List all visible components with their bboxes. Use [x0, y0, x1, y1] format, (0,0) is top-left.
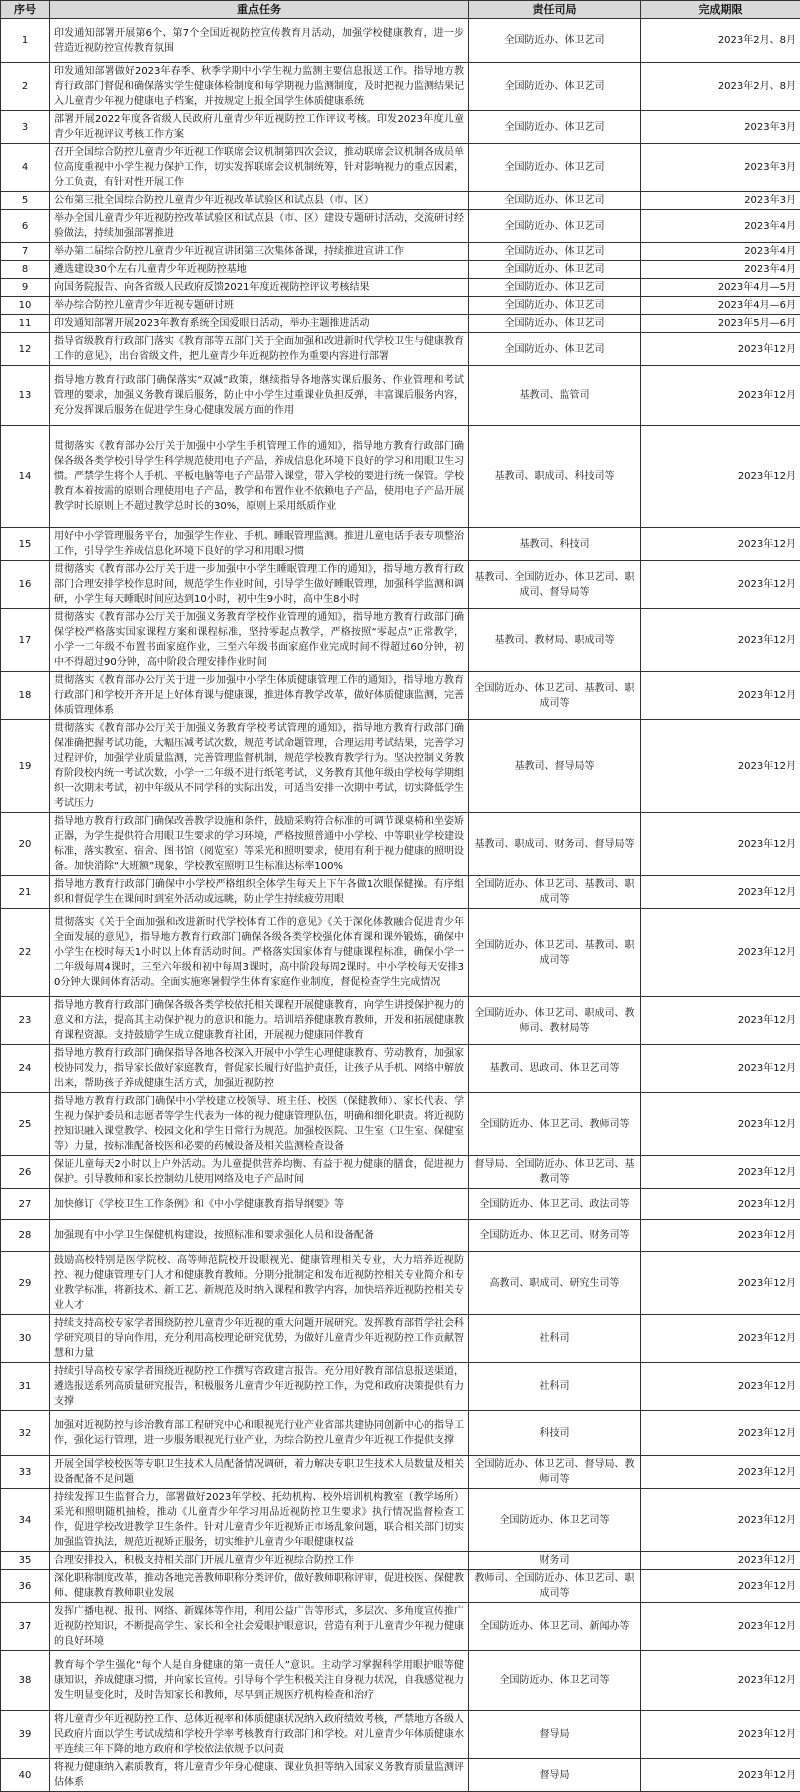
deadline-cell: 2023年4月—5月	[641, 279, 800, 297]
row-number: 27	[1, 1189, 50, 1220]
task-cell: 向国务院报告、向各省级人民政府反馈2021年度近视防控评议考核结果	[50, 279, 469, 297]
deadline-cell: 2023年12月	[641, 1315, 800, 1363]
dept-cell: 全国防近办、体卫艺司、基教司、职成司等	[469, 876, 641, 909]
task-cell: 教育每个学生强化“每个人是自身健康的第一责任人”意识。主动学习掌握科学用眼护眼等健康知识，养成健康习惯，并向家长宣传。引导每个学生积极关注自身视力状况，自我感觉视力发生明显变化时，及时告知家长和教师，尽早到正规医疗机构检查和治疗	[50, 1651, 469, 1711]
dept-cell: 全国防近办、体卫艺司	[469, 243, 641, 261]
row-number: 9	[1, 279, 50, 297]
header-dept: 责任司局	[469, 1, 641, 19]
table-row	[1, 1252, 800, 1315]
table-row	[1, 1315, 800, 1363]
task-cell: 指导地方教育行政部门确保落实“双减”政策，继续指导各地落实课后服务、作业管理和考试管理的要求，加强义务教育课后服务，防止中小学生过重课业负担反弹，丰富课后服务内容，充分发挥课后服务在促进学生身心健康发展方面的作用	[50, 366, 469, 426]
table-row	[1, 1603, 800, 1651]
row-number: 2	[1, 63, 50, 111]
row-number: 1	[1, 19, 50, 63]
task-cell: 印发通知部署开展2023年教育系统全国爱眼日活动，举办主题推进活动	[50, 315, 469, 333]
deadline-cell: 2023年12月	[641, 997, 800, 1045]
task-cell: 发挥广播电视、报刊、网络、新媒体等作用，利用公益广告等形式，多层次、多角度宣传推广近视防控知识，不断提高学生、家长和全社会爱眼护眼意识，营造有利于儿童青少年视力健康的良好环境	[50, 1603, 469, 1651]
task-cell: 合理安排投入，积极支持相关部门开展儿童青少年近视综合防控工作	[50, 1552, 469, 1570]
task-cell: 贯彻落实《教育部办公厅关于加强义务教育学校作业管理的通知》，指导地方教育行政部门确保学校严格落实国家课程方案和课程标准，坚持零起点教学，严格按照“零起点”正常教学，小学一二年级不布置书面家庭作业，三至六年级书面家庭作业完成时间不得超过60分钟，初中不得超过90分钟，高中阶段合理安排作业时间	[50, 609, 469, 672]
row-number: 10	[1, 297, 50, 315]
header-row	[1, 1, 800, 19]
table-row	[1, 366, 800, 426]
table-row	[1, 1651, 800, 1711]
task-cell: 深化职称制度改革，推动各地完善教师职称分类评价，做好教师职称评审，促进校医、保健教师、健康教育教师职业发展	[50, 1570, 469, 1603]
deadline-cell: 2023年4月	[641, 243, 800, 261]
row-number: 26	[1, 1156, 50, 1189]
row-number: 34	[1, 1489, 50, 1552]
task-cell: 贯彻落实《教育部办公厅关于加强中小学生手机管理工作的通知》，指导地方教育行政部门确保各级各类学校引导学生科学规范使用电子产品，养成信息化环境下良好的学习和用眼卫生习惯。严禁学生将个人手机、平板电脑等电子产品带入课堂，带入学校的要进行统一保管。学校教育本着按需的原则合理使用电子产品，教学和布置作业不依赖电子产品，使用电子产品开展教学时长原则上不超过教学总时长的30%，原则上采用纸质作业	[50, 426, 469, 528]
deadline-cell: 2023年3月	[641, 144, 800, 192]
dept-cell: 基教司、督导局等	[469, 720, 641, 813]
task-cell: 贯彻落实《教育部办公厅关于进一步加强中小学生体质健康管理工作的通知》，指导地方教育行政部门和学校开齐开足上好体育课与健康课，推进体育教学改革，做好体质健康监测，完善体质管理体系	[50, 672, 469, 720]
task-cell: 将儿童青少年近视防控工作、总体近视率和体质健康状况纳入政府绩效考核，严禁地方各级人民政府片面以学生考试成绩和学校升学率考核教育行政部门和学校。对儿童青少年体质健康水平连续三年下降的地方政府和学校依法依规予以问责	[50, 1711, 469, 1759]
header-task: 重点任务	[50, 1, 469, 19]
deadline-cell: 2023年12月	[641, 333, 800, 366]
row-number: 30	[1, 1315, 50, 1363]
dept-cell: 基教司、监管司	[469, 366, 641, 426]
dept-cell: 全国防近办、体卫艺司	[469, 210, 641, 243]
table-row	[1, 1045, 800, 1093]
dept-cell: 全国防近办、体卫艺司等	[469, 1651, 641, 1711]
deadline-cell: 2023年12月	[641, 1651, 800, 1711]
dept-cell: 全国防近办、体卫艺司、新闻办等	[469, 1603, 641, 1651]
dept-cell: 全国防近办、体卫艺司	[469, 63, 641, 111]
dept-cell: 社科司	[469, 1315, 641, 1363]
table-row	[1, 1570, 800, 1603]
task-cell: 指导地方教育行政部门确保指导各地各校深入开展中小学生心理健康教育、劳动教育，加强家校协同发力，指导家长做好家庭教育，督促家长履行好监护责任，让孩子从手机、网络中解放出来，帮助孩子养成健康生活方式，加强近视防控	[50, 1045, 469, 1093]
row-number: 3	[1, 111, 50, 144]
row-number: 12	[1, 333, 50, 366]
dept-cell: 全国防近办、体卫艺司等	[469, 1489, 641, 1552]
task-cell: 印发通知部署开展第6个、第7个全国近视防控宣传教育月活动，加强学校健康教育，进一步营造近视防控宣传教育氛围	[50, 19, 469, 63]
task-cell: 开展全国学校校医等专职卫生技术人员配备情况调研，着力解决专职卫生技术人员数量及相关设备配备不足问题	[50, 1456, 469, 1489]
task-cell: 用好中小学管理服务平台，加强学生作业、手机、睡眠管理监测。推进儿童电话手表专项整治工作，引导学生养成信息化环境下良好的学习和用眼习惯	[50, 528, 469, 561]
row-number: 37	[1, 1603, 50, 1651]
deadline-cell: 2023年12月	[641, 1411, 800, 1456]
task-cell: 指导省级教育行政部门落实《教育部等五部门关于全面加强和改进新时代学校卫生与健康教育工作的意见》，出台省级文件，把儿童青少年近视防控作为重要内容进行部署	[50, 333, 469, 366]
task-cell: 举办全国儿童青少年近视防控改革试验区和试点县（市、区）建设专题研讨活动，交流研讨经验做法，持续加强部署推进	[50, 210, 469, 243]
deadline-cell: 2023年12月	[641, 1363, 800, 1411]
row-number: 18	[1, 672, 50, 720]
dept-cell: 基教司、科技司	[469, 528, 641, 561]
table-row	[1, 111, 800, 144]
deadline-cell: 2023年12月	[641, 720, 800, 813]
task-cell: 加强对近视防控与诊治教育部工程研究中心和眼视光行业产业省部共建协同创新中心的指导工作，强化运行管理，进一步服务眼视光行业产业，为综合防控儿童青少年近视工作提供支撑	[50, 1411, 469, 1456]
dept-cell: 财务司	[469, 1552, 641, 1570]
table-row	[1, 279, 800, 297]
table-row	[1, 1456, 800, 1489]
row-number: 5	[1, 192, 50, 210]
deadline-cell: 2023年12月	[641, 1456, 800, 1489]
task-cell: 贯彻落实《教育部办公厅关于加强义务教育学校考试管理的通知》，指导地方教育行政部门确保准确把握考试功能，大幅压减考试次数，规范考试命题管理，合理运用考试结果，完善学习过程评价，加强学业质量监测，完善管理监督机制，规范学校教育教学行为。坚决控制义务教育阶段校内统一考试次数，小学一二年级不进行纸笔考试，义务教育其他年级由学校每学期组织一次期末考试，初中年级从不同学科的实际出发，可适当安排一次期中考试，切实降低学生考试压力	[50, 720, 469, 813]
table-row	[1, 1093, 800, 1156]
dept-cell: 科技司	[469, 1411, 641, 1456]
dept-cell: 全国防近办、体卫艺司、政法司等	[469, 1189, 641, 1220]
dept-cell: 全国防近办、体卫艺司	[469, 144, 641, 192]
row-number: 19	[1, 720, 50, 813]
deadline-cell: 2023年5月—6月	[641, 315, 800, 333]
table-row	[1, 144, 800, 192]
table-row	[1, 1363, 800, 1411]
row-number: 15	[1, 528, 50, 561]
dept-cell: 全国防近办、体卫艺司	[469, 297, 641, 315]
dept-cell: 基教司、职成司、科技司等	[469, 426, 641, 528]
dept-cell: 全国防近办、体卫艺司	[469, 19, 641, 63]
task-cell: 指导地方教育行政部门确保各级各类学校依托相关课程开展健康教育，向学生讲授保护视力的意义和方法，提高其主动保护视力的意识和能力。培训培养健康教育教师，开发和拓展健康教育课程资源。支持鼓励学生成立健康教育社团，开展视力健康同伴教育	[50, 997, 469, 1045]
deadline-cell: 2023年4月	[641, 210, 800, 243]
table-row	[1, 1220, 800, 1252]
row-number: 31	[1, 1363, 50, 1411]
task-cell: 公布第三批全国综合防控儿童青少年近视改革试验区和试点县（市、区）	[50, 192, 469, 210]
dept-cell: 全国防近办、体卫艺司、基教司、职成司等	[469, 672, 641, 720]
task-cell: 指导地方教育行政部门确保改善教学设施和条件，鼓励采购符合标准的可调节课桌椅和坐姿矫正器，为学生提供符合用眼卫生要求的学习环境，严格按照普通中小学校、中等职业学校建设标准，落实教室、宿舍、图书馆（阅览室）等采光和照明要求，使用有利于视力健康的照明设备。加快消除“大班额”现象，学校教室照明卫生标准达标率100%	[50, 813, 469, 876]
deadline-cell: 2023年2月、8月	[641, 19, 800, 63]
row-number: 32	[1, 1411, 50, 1456]
row-number: 16	[1, 561, 50, 609]
table-row	[1, 561, 800, 609]
dept-cell: 全国防近办、体卫艺司、教师司等	[469, 1093, 641, 1156]
deadline-cell: 2023年12月	[641, 1489, 800, 1552]
task-cell: 召开全国综合防控儿童青少年近视工作联席会议机制第四次会议，推动联席会议机制各成员单位高度重视中小学生视力保护工作，切实发挥联席会议机制统筹，针对影响视力的重点因素，分工负责，有针对性开展工作	[50, 144, 469, 192]
table-row	[1, 1711, 800, 1759]
row-number: 33	[1, 1456, 50, 1489]
table-row	[1, 876, 800, 909]
dept-cell: 基教司、全国防近办、体卫艺司、职成司、督导局等	[469, 561, 641, 609]
row-number: 24	[1, 1045, 50, 1093]
deadline-cell: 2023年12月	[641, 1093, 800, 1156]
row-number: 22	[1, 909, 50, 997]
row-number: 6	[1, 210, 50, 243]
task-cell: 将视力健康纳入素质教育，将儿童青少年身心健康、课业负担等纳入国家义务教育质量监测评估体系	[50, 1759, 469, 1792]
row-number: 17	[1, 609, 50, 672]
dept-cell: 基教司、教材局、职成司等	[469, 609, 641, 672]
table-row	[1, 1759, 800, 1792]
task-cell: 印发通知部署做好2023年春季、秋季学期中小学生视力监测主要信息报送工作。指导地方教育行政部门督促和确保落实学生健康体检制度和每学期视力监测制度，及时把视力监测结果记入儿童青少年视力健康电子档案，并按规定上报全国学生体质健康系统	[50, 63, 469, 111]
table-row	[1, 192, 800, 210]
table-row	[1, 1189, 800, 1220]
header-no: 序号	[1, 1, 50, 19]
table-row	[1, 813, 800, 876]
deadline-cell: 2023年2月、8月	[641, 63, 800, 111]
deadline-cell: 2023年12月	[641, 426, 800, 528]
dept-cell: 全国防近办、体卫艺司	[469, 261, 641, 279]
task-cell: 加快修订《学校卫生工作条例》和《中小学健康教育指导纲要》等	[50, 1189, 469, 1220]
deadline-cell: 2023年12月	[641, 1759, 800, 1792]
table-row	[1, 1489, 800, 1552]
task-cell: 鼓励高校特别是医学院校、高等师范院校开设眼视光、健康管理相关专业，大力培养近视防控、视力健康管理专门人才和健康教育教师。分期分批制定和发布近视防控相关专业简介和专业教学标准，将新技术、新工艺、新规范及时纳入课程和教学内容，加快培养近视防控相关专业人才	[50, 1252, 469, 1315]
dept-cell: 全国防近办、体卫艺司、督导局、教师司等	[469, 1456, 641, 1489]
row-number: 7	[1, 243, 50, 261]
task-cell: 指导地方教育行政部门确保中小学校建立校领导、班主任、校医（保健教师）、家长代表、学生视力保护委员和志愿者等学生代表为一体的视力健康管理队伍，明确和细化职责。将近视防控知识融入课堂教学、校园文化和学生日常行为规范。加强校医院、卫生室（卫生室、保健室等）力量，按标准配备校医和必要的药械设备及相关监测检查设备	[50, 1093, 469, 1156]
task-cell: 举办综合防控儿童青少年近视专题研讨班	[50, 297, 469, 315]
deadline-cell: 2023年12月	[641, 609, 800, 672]
row-number: 8	[1, 261, 50, 279]
dept-cell: 高教司、职成司、研究生司等	[469, 1252, 641, 1315]
deadline-cell: 2023年12月	[641, 561, 800, 609]
table-row	[1, 1411, 800, 1456]
table-row	[1, 1552, 800, 1570]
deadline-cell: 2023年12月	[641, 672, 800, 720]
task-cell: 加强现有中小学卫生保健机构建设，按照标准和要求强化人员和设备配备	[50, 1220, 469, 1252]
dept-cell: 全国防近办、体卫艺司	[469, 192, 641, 210]
task-cell: 部署开展2022年度各省级人民政府儿童青少年近视防控工作评议考核。印发2023年度儿童青少年近视评议考核工作方案	[50, 111, 469, 144]
table-row	[1, 63, 800, 111]
task-cell: 举办第二届综合防控儿童青少年近视宣讲团第三次集体备课，持续推进宣讲工作	[50, 243, 469, 261]
dept-cell: 全国防近办、体卫艺司、基教司、职成司等	[469, 909, 641, 997]
row-number: 35	[1, 1552, 50, 1570]
row-number: 14	[1, 426, 50, 528]
deadline-cell: 2023年3月	[641, 192, 800, 210]
dept-cell: 督导局	[469, 1711, 641, 1759]
task-cell: 遴选建设30个左右儿童青少年近视防控基地	[50, 261, 469, 279]
deadline-cell: 2023年4月	[641, 261, 800, 279]
task-cell: 持续支持高校专家学者围绕防控儿童青少年近视的重大问题开展研究。发挥教育部哲学社会科学研究项目的导向作用，充分利用高校理论研究优势，为做好儿童青少年近视防控工作贡献智慧和力量	[50, 1315, 469, 1363]
deadline-cell: 2023年12月	[641, 1045, 800, 1093]
table-row	[1, 261, 800, 279]
task-cell: 保证儿童每天2小时以上户外活动。为儿童提供营养均衡、有益于视力健康的膳食，促进视力保护。引导教师和家长控制幼儿使用网络及电子产品时间	[50, 1156, 469, 1189]
dept-cell: 全国防近办、体卫艺司、财务司等	[469, 1220, 641, 1252]
table-row	[1, 909, 800, 997]
row-number: 39	[1, 1711, 50, 1759]
table-row	[1, 315, 800, 333]
table-row	[1, 333, 800, 366]
row-number: 36	[1, 1570, 50, 1603]
dept-cell: 全国防近办、体卫艺司	[469, 315, 641, 333]
deadline-cell: 2023年12月	[641, 366, 800, 426]
table-row	[1, 997, 800, 1045]
deadline-cell: 2023年12月	[641, 1252, 800, 1315]
row-number: 25	[1, 1093, 50, 1156]
dept-cell: 督导局	[469, 1759, 641, 1792]
dept-cell: 教师司、全国防近办、体卫艺司、职成司等	[469, 1570, 641, 1603]
table-row	[1, 720, 800, 813]
row-number: 28	[1, 1220, 50, 1252]
task-cell: 持续引导高校专家学者围绕近视防控工作撰写咨政建言报告。充分用好教育部信息报送渠道，遴选报送系列高质量研究报告，积极服务儿童青少年近视防控工作，为党和政府决策提供有力支撑	[50, 1363, 469, 1411]
deadline-cell: 2023年12月	[641, 1603, 800, 1651]
row-number: 13	[1, 366, 50, 426]
table-row	[1, 426, 800, 528]
dept-cell: 全国防近办、体卫艺司	[469, 279, 641, 297]
table-row	[1, 1156, 800, 1189]
row-number: 23	[1, 997, 50, 1045]
dept-cell: 基教司、思政司、体卫艺司等	[469, 1045, 641, 1093]
dept-cell: 督导局、全国防近办、体卫艺司、基教司等	[469, 1156, 641, 1189]
deadline-cell: 2023年12月	[641, 1189, 800, 1220]
deadline-cell: 2023年4月—6月	[641, 297, 800, 315]
deadline-cell: 2023年12月	[641, 1570, 800, 1603]
dept-cell: 全国防近办、体卫艺司	[469, 333, 641, 366]
deadline-cell: 2023年12月	[641, 909, 800, 997]
row-number: 21	[1, 876, 50, 909]
deadline-cell: 2023年12月	[641, 1156, 800, 1189]
task-cell: 持续发挥卫生监督合力，部署做好2023年学校、托幼机构、校外培训机构教室（教学场所）采光和照明随机抽检，推动《儿童青少年学习用品近视防控卫生要求》执行情况监督检查工作，促进学校改进教学卫生条件。针对儿童青少年近视矫正市场乱象问题，联合相关部门切实加强监管执法，规范近视矫正服务，切实维护儿童青少年眼健康权益	[50, 1489, 469, 1552]
row-number: 11	[1, 315, 50, 333]
table-row	[1, 672, 800, 720]
dept-cell: 基教司、职成司、财务司、督导局等	[469, 813, 641, 876]
deadline-cell: 2023年12月	[641, 1220, 800, 1252]
table-row	[1, 609, 800, 672]
dept-cell: 全国防近办、体卫艺司、职成司、教师司、教材局等	[469, 997, 641, 1045]
task-cell: 贯彻落实《关于全面加强和改进新时代学校体育工作的意见》《关于深化体教融合促进青少年全面发展的意见》，指导地方教育行政部门确保各级各类学校强化体育课和课外锻炼，确保中小学生在校时每天1小时以上体育活动时间。严格落实国家体育与健康课程标准，确保小学一二年级每周4课时，三至六年级和初中每周3课时，高中阶段每周2课时。中小学校每天安排30分钟大课间体育活动。全面实施寒暑假学生体育家庭作业制度，督促检查学生完成情况	[50, 909, 469, 997]
task-body	[1, 19, 800, 1792]
table-row	[1, 243, 800, 261]
row-number: 4	[1, 144, 50, 192]
table-row	[1, 528, 800, 561]
header-deadline: 完成期限	[641, 1, 800, 19]
row-number: 20	[1, 813, 50, 876]
deadline-cell: 2023年12月	[641, 813, 800, 876]
deadline-cell: 2023年3月	[641, 111, 800, 144]
deadline-cell: 2023年12月	[641, 1552, 800, 1570]
deadline-cell: 2023年12月	[641, 876, 800, 909]
table-row	[1, 19, 800, 63]
table-row	[1, 210, 800, 243]
task-cell: 指导地方教育行政部门确保中小学校严格组织全体学生每天上下午各做1次眼保健操。有序组织和督促学生在课间时到室外活动或远眺，防止学生持续疲劳用眼	[50, 876, 469, 909]
task-cell: 贯彻落实《教育部办公厅关于进一步加强中小学生睡眠管理工作的通知》，指导地方教育行政部门合理安排学校作息时间，规范学生作业时间，引导学生做好睡眠管理，加强科学监测和调研，小学生每天睡眠时间应达到10小时，初中生9小时，高中生8小时	[50, 561, 469, 609]
row-number: 40	[1, 1759, 50, 1792]
deadline-cell: 2023年12月	[641, 528, 800, 561]
deadline-cell: 2023年12月	[641, 1711, 800, 1759]
table-row	[1, 297, 800, 315]
dept-cell: 全国防近办、体卫艺司	[469, 111, 641, 144]
row-number: 38	[1, 1651, 50, 1711]
row-number: 29	[1, 1252, 50, 1315]
dept-cell: 社科司	[469, 1363, 641, 1411]
